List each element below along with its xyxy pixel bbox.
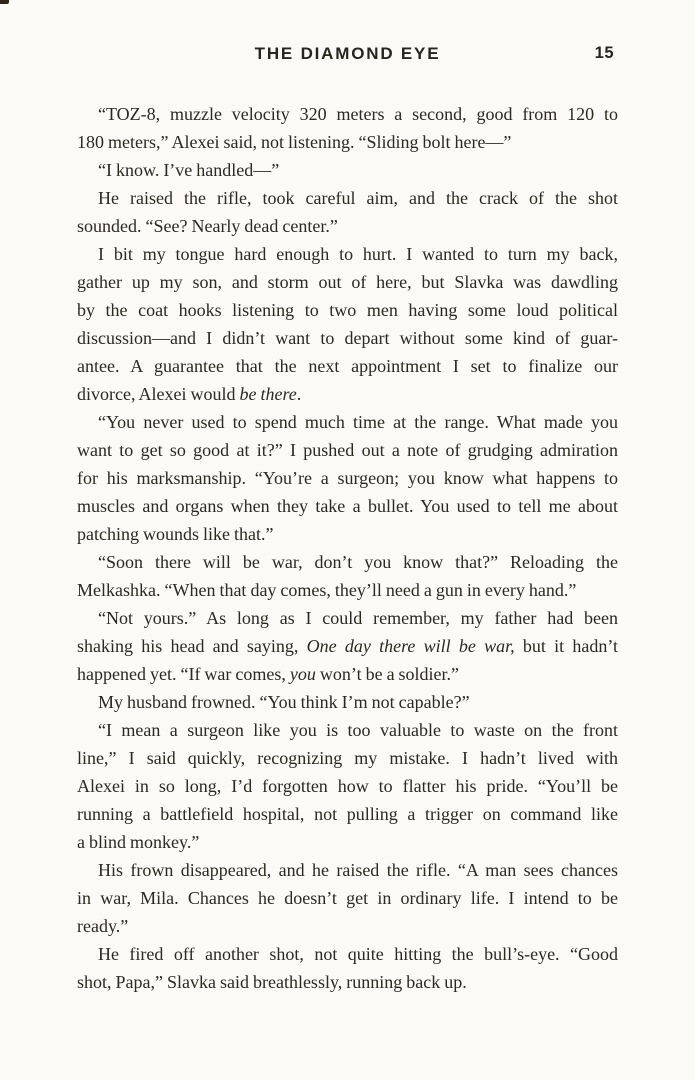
body-line [77,660,618,688]
paragraph [77,688,618,716]
text-run: running a battlefield hospital, not pulling a trigger on command like [77,804,618,824]
body-line [77,716,618,744]
text-run: happened yet. “If war comes, [77,664,290,684]
text-run: but it hadn’t [514,636,618,656]
text-run: in war, Mila. Chances he doesn’t get in ordinary life. I intend to be [77,888,618,908]
paragraph [77,856,618,940]
text-run: line,” I said quickly, recognizing my mistake. I hadn’t lived with [77,748,618,768]
body-line [77,604,618,632]
body-line [77,352,618,380]
body-line [77,576,618,604]
paragraph [77,100,618,156]
text-run: shaking his head and saying, [77,636,307,656]
text-run: patching wounds like that.” [77,524,274,544]
paragraph [77,940,618,996]
text-run: discussion—and I didn’t want to depart without some kind of guar- [77,328,618,348]
body-line [77,492,618,520]
body-line [77,380,618,408]
paragraph [77,604,618,688]
text-run: His frown disappeared, and he raised the rifle. “A man sees chances [98,860,618,880]
running-header [0,44,695,66]
text-run: I bit my tongue hard enough to hurt. I wanted to turn my back, [98,244,618,264]
text-run: He raised the rifle, took careful aim, and the crack of the shot [98,188,618,208]
body-line [77,632,618,660]
text-run: antee. A guarantee that the next appointment I set to finalize our [77,356,618,376]
page-number: 15 [594,44,614,62]
text-run: a blind monkey.” [77,832,200,852]
body-line [77,128,618,156]
body-line [77,100,618,128]
body-line [77,968,618,996]
running-title: THE DIAMOND EYE [254,44,441,63]
body-line [77,156,618,184]
body-line [77,912,618,940]
paragraph [77,240,618,408]
text-run: muscles and organs when they take a bullet. You used to tell me about [77,496,618,516]
text-run: “You never used to spend much time at the range. What made you [98,412,618,432]
paragraph [77,184,618,240]
text-run: want to get so good at it?” I pushed out a note of grudging admiration [77,440,618,460]
page-corner-scan-artifact [0,0,9,4]
body-line [77,772,618,800]
text-run: 180 meters,” Alexei said, not listening. “Sliding bolt here—” [77,132,512,152]
body-line [77,744,618,772]
text-run: . [296,384,302,404]
text-run: shot, Papa,” Slavka said breathlessly, running back up. [77,972,467,992]
text-run: ready.” [77,916,129,936]
body-line [77,884,618,912]
body-line [77,212,618,240]
body-line [77,688,618,716]
text-run: Melkashka. “When that day comes, they’ll need a gun in every hand.” [77,580,577,600]
body-line [77,268,618,296]
body-line [77,520,618,548]
body-line [77,240,618,268]
text-run: He fired off another shot, not quite hitting the bull’s-eye. “Good [98,944,618,964]
text-run: My husband frowned. “You think I’m not capable?” [98,692,470,712]
text-run: won’t be a soldier.” [315,664,460,684]
body-line [77,184,618,212]
paragraph [77,548,618,604]
text-run: “TOZ-8, muzzle velocity 320 meters a second, good from 120 to [98,104,618,124]
paragraph [77,156,618,184]
body-line [77,940,618,968]
body-line [77,296,618,324]
text-run: by the coat hooks listening to two men having some loud political [77,300,618,320]
italic-text-run: be there [239,384,297,404]
body-text [77,100,618,996]
body-line [77,436,618,464]
paragraph [77,408,618,548]
text-run: for his marksmanship. “You’re a surgeon; you know what happens to [77,468,618,488]
text-run: “I mean a surgeon like you is too valuable to waste on the front [98,720,618,740]
body-line [77,408,618,436]
text-run: sounded. “See? Nearly dead center.” [77,216,338,236]
body-line [77,828,618,856]
paragraph [77,716,618,856]
text-run: “I know. I’ve handled—” [98,160,280,180]
body-line [77,464,618,492]
italic-text-run: One day there will be war, [306,636,515,656]
text-run: divorce, Alexei would [77,384,240,404]
body-line [77,800,618,828]
italic-text-run: you [289,664,316,684]
text-run: “Not yours.” As long as I could remember, my father had been [98,608,618,628]
text-run: gather up my son, and storm out of here, but Slavka was dawdling [77,272,618,292]
text-run: Alexei in so long, I’d forgotten how to flatter his pride. “You’ll be [77,776,618,796]
body-line [77,856,618,884]
body-line [77,324,618,352]
text-run: “Soon there will be war, don’t you know that?” Reloading the [98,552,618,572]
body-line [77,548,618,576]
